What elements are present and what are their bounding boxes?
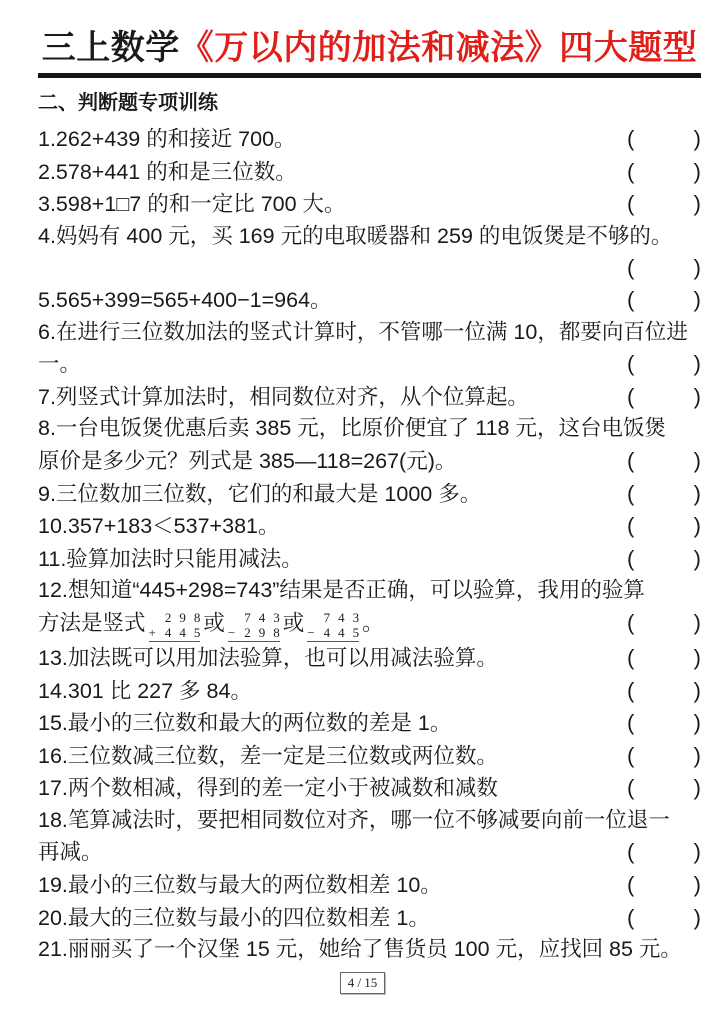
answer-parentheses	[627, 348, 701, 380]
vertical-calculation	[307, 609, 368, 642]
calc-top-operand	[228, 609, 288, 625]
answer-parentheses	[627, 156, 701, 188]
question-text: 19.最小的三位数与最大的两位数相差 10。	[38, 873, 442, 898]
question-row	[38, 836, 701, 869]
question-text: 7.列竖式计算加法时，相同数位对齐，从个位算起。	[38, 384, 529, 409]
question-row	[38, 123, 701, 156]
calc-operator-sign: −	[227, 624, 236, 640]
vertical-calculation	[227, 609, 288, 642]
answer-paren-open: (	[627, 158, 635, 184]
question-text	[38, 608, 384, 642]
question-text: 1.262+439 的和接近 700。	[38, 127, 296, 151]
calc-bottom-operand	[148, 624, 209, 642]
question-row	[38, 575, 701, 607]
answer-paren-open: (	[627, 255, 635, 281]
question-list	[38, 123, 701, 966]
answer-paren-open: (	[627, 545, 635, 571]
page-title-course: 三上数学	[41, 29, 180, 67]
question-text-suffix: 。	[362, 610, 384, 635]
answer-paren-close: )	[693, 158, 701, 184]
answer-paren-close: )	[693, 480, 701, 506]
answer-parentheses	[627, 642, 701, 674]
answer-paren-open: (	[627, 742, 635, 768]
answer-paren-open: (	[627, 904, 635, 930]
calc-top-digits: 298	[164, 609, 209, 625]
question-text: 4.妈妈有 400 元，买 169 元的电取暖器和 259 的电饭煲是不够的。	[38, 223, 673, 248]
answer-paren-open: (	[627, 383, 635, 409]
answer-paren-close: )	[693, 609, 701, 635]
question-row	[38, 869, 701, 902]
question-row	[38, 381, 701, 414]
question-text: 17.两个数相减，得到的差一定小于被减数和减数	[38, 776, 498, 801]
answer-paren-close: )	[693, 545, 701, 571]
answer-paren-close: )	[693, 872, 701, 898]
question-row	[38, 543, 701, 576]
answer-paren-open: (	[627, 677, 635, 703]
answer-paren-close: )	[693, 677, 701, 703]
question-row	[38, 284, 701, 317]
answer-parentheses	[627, 675, 701, 707]
question-text: 2.578+441 的和是三位数。	[38, 159, 297, 184]
question-text-prefix: 方法是竖式	[38, 610, 146, 635]
calc-operator-sign: +	[148, 624, 156, 640]
title-divider	[38, 73, 701, 78]
answer-parentheses	[627, 510, 701, 542]
calc-top-operand	[307, 609, 368, 625]
answer-paren-open: (	[627, 513, 635, 539]
page-number: 4 / 15	[340, 972, 386, 994]
question-text: 16.三位数减三位数，差一定是三位数或两位数。	[38, 743, 498, 768]
section-heading: 二、判断题专项训练	[38, 92, 218, 114]
answer-parentheses	[627, 869, 701, 901]
question-text: 8.一台电饭煲优惠后卖 385 元，比原价便宜了 118 元，这台电饭煲	[38, 416, 666, 441]
question-row	[38, 772, 701, 805]
question-row	[38, 413, 701, 445]
answer-paren-close: )	[693, 255, 701, 281]
question-text: 一。	[38, 352, 82, 377]
answer-paren-close: )	[693, 126, 701, 151]
answer-paren-close: )	[693, 191, 701, 217]
answer-parentheses	[627, 607, 701, 639]
answer-paren-open: (	[627, 872, 635, 898]
question-row	[38, 902, 701, 935]
question-text: 再减。	[38, 840, 103, 865]
answer-parentheses	[627, 707, 701, 739]
question-row	[38, 445, 701, 478]
question-text: 原价是多少元？列式是 385—118=267(元)。	[38, 448, 457, 473]
calc-bottom-digits: 298	[244, 624, 288, 640]
vertical-calculation	[148, 609, 209, 642]
answer-paren-close: )	[693, 839, 701, 865]
page-footer	[0, 972, 725, 994]
question-text: 11.验算加法时只能用减法。	[38, 546, 303, 571]
answer-paren-close: )	[693, 710, 701, 736]
answer-paren-open: (	[627, 126, 635, 151]
question-text: 13.加法既可以用加法验算，也可以用减法验算。	[38, 645, 498, 670]
answer-paren-open: (	[627, 775, 635, 801]
question-row	[38, 478, 701, 511]
answer-paren-open: (	[627, 447, 635, 473]
answer-paren-close: )	[693, 742, 701, 768]
calc-top-digits: 743	[244, 609, 288, 625]
answer-paren-close: )	[693, 447, 701, 473]
answer-paren-open: (	[627, 644, 635, 670]
calc-bottom-operand	[227, 624, 288, 642]
question-row	[38, 510, 701, 543]
question-text: 18.笔算减法时，要把相同数位对齐，哪一位不够减要向前一位退一	[38, 807, 670, 832]
answer-parentheses	[627, 543, 701, 575]
question-text: 15.最小的三位数和最大的两位数的差是 1。	[38, 711, 452, 736]
question-text: 5.565+399=565+400−1=964。	[38, 287, 332, 312]
page-title	[38, 26, 701, 70]
question-row	[38, 607, 701, 642]
answer-paren-open: (	[627, 480, 635, 506]
question-row	[38, 252, 701, 284]
question-text: 10.357+183＜537+381。	[38, 514, 280, 539]
answer-parentheses	[627, 252, 701, 284]
question-text-joiner: 或	[282, 610, 305, 635]
answer-paren-close: )	[693, 286, 701, 312]
answer-paren-close: )	[693, 513, 701, 539]
question-row	[38, 642, 701, 675]
answer-parentheses	[627, 772, 701, 804]
question-text: 20.最大的三位数与最小的四位数相差 1。	[38, 905, 430, 930]
question-row	[38, 348, 701, 381]
answer-paren-open: (	[627, 351, 635, 377]
question-text-joiner: 或	[203, 610, 225, 635]
calc-bottom-digits: 445	[164, 624, 209, 640]
answer-parentheses	[627, 836, 701, 868]
question-row	[38, 707, 701, 740]
answer-parentheses	[627, 478, 701, 510]
calc-operator-sign: −	[307, 624, 315, 640]
answer-paren-close: )	[693, 351, 701, 377]
question-row	[38, 934, 701, 966]
question-text: 3.598+1□7 的和一定比 700 大。	[38, 192, 346, 217]
calc-top-operand	[149, 609, 209, 625]
answer-parentheses	[627, 284, 701, 316]
question-row	[38, 156, 701, 189]
page-title-topic: 《万以内的加法和减法》四大题型	[179, 29, 698, 67]
answer-paren-close: )	[693, 383, 701, 409]
answer-paren-open: (	[627, 710, 635, 736]
answer-parentheses	[627, 902, 701, 934]
answer-parentheses	[627, 123, 701, 155]
question-row	[38, 221, 701, 253]
answer-paren-open: (	[627, 286, 635, 312]
question-text: 6.在进行三位数加法的竖式计算时，不管哪一位满 10，都要向百位进	[38, 319, 688, 344]
calc-bottom-digits: 445	[323, 624, 368, 640]
answer-paren-close: )	[693, 775, 701, 801]
answer-paren-close: )	[693, 904, 701, 930]
answer-parentheses	[627, 381, 701, 413]
question-text: 21.丽丽买了一个汉堡 15 元，她给了售货员 100 元，应找回 85 元。	[38, 937, 682, 962]
answer-paren-open: (	[627, 609, 635, 635]
question-row	[38, 188, 701, 221]
question-text: 9.三位数加三位数，它们的和最大是 1000 多。	[38, 481, 482, 506]
calc-bottom-operand	[307, 624, 368, 642]
question-text: 12.想知道“445+298=743”结果是否正确，可以验算，我用的验算	[38, 578, 645, 603]
question-text: 14.301 比 227 多 84。	[38, 678, 252, 703]
calc-top-digits: 743	[323, 609, 368, 625]
answer-parentheses	[627, 445, 701, 477]
question-row	[38, 805, 701, 837]
question-row	[38, 317, 701, 349]
answer-paren-close: )	[693, 644, 701, 670]
answer-parentheses	[627, 188, 701, 220]
answer-paren-open: (	[627, 839, 635, 865]
answer-paren-open: (	[627, 191, 635, 217]
question-row	[38, 675, 701, 708]
answer-parentheses	[627, 740, 701, 772]
question-row	[38, 740, 701, 773]
